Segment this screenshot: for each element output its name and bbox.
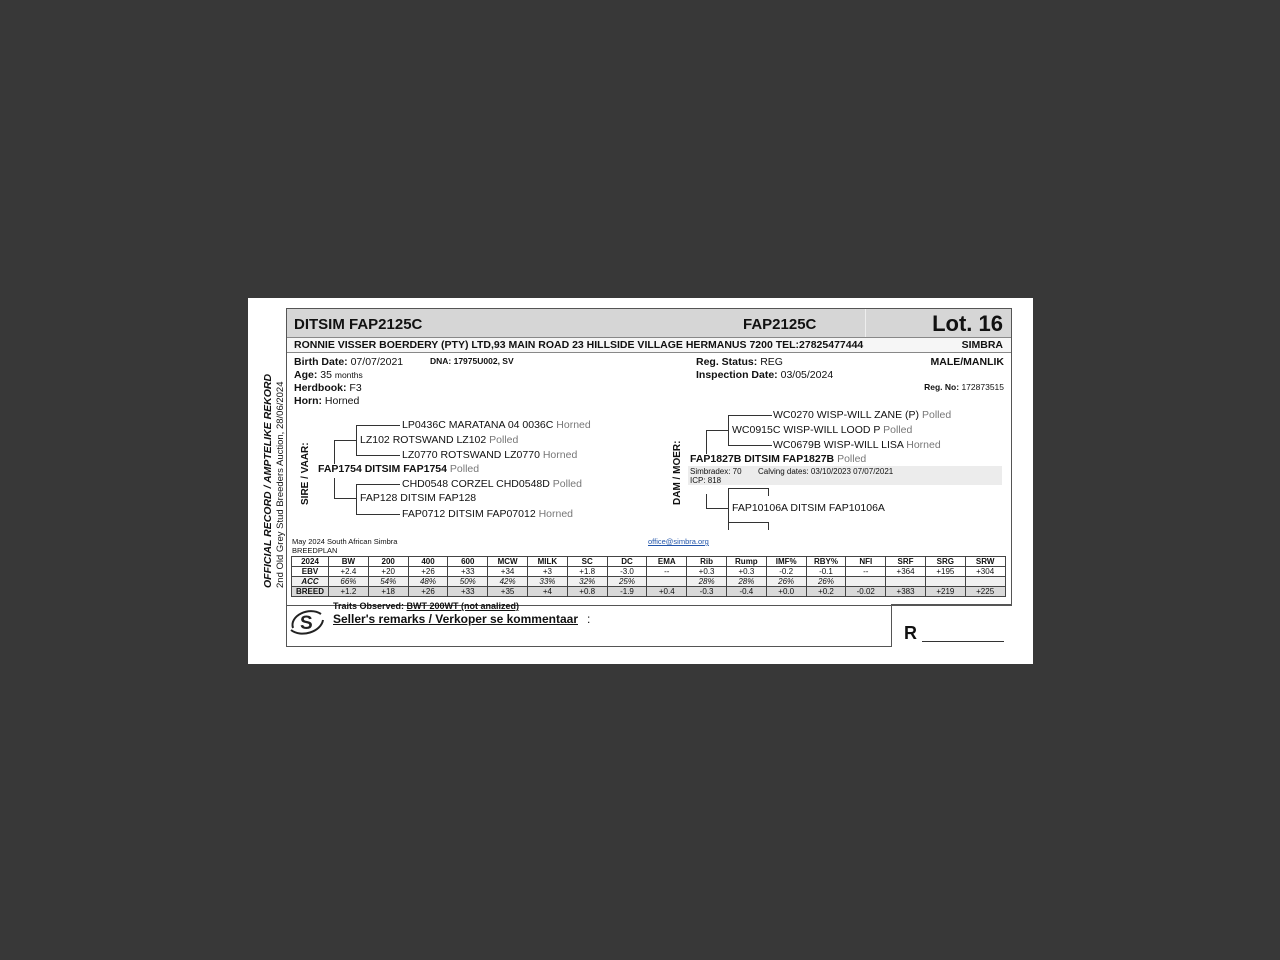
pedigree-line bbox=[356, 514, 400, 515]
pedigree-line bbox=[728, 445, 772, 446]
pedigree-line bbox=[356, 484, 400, 485]
herdbook bbox=[294, 382, 362, 394]
inspection-date bbox=[696, 369, 833, 381]
inspection-date-label: Inspection Date: bbox=[696, 369, 778, 381]
email-link[interactable]: office@simbra.org bbox=[648, 537, 709, 546]
birth-date bbox=[294, 356, 403, 368]
table-header-cell: MCW bbox=[488, 557, 528, 567]
svg-text:S: S bbox=[300, 613, 313, 634]
price-input-line[interactable] bbox=[922, 641, 1004, 642]
ancestor-status: Horned bbox=[556, 419, 591, 431]
traits-value: BWT 200WT (not analized) bbox=[406, 601, 520, 611]
pedigree-line bbox=[728, 522, 768, 523]
reg-number bbox=[924, 382, 1004, 392]
table-cell: ACC bbox=[292, 577, 329, 587]
ancestor-name: WC0915C WISP-WILL LOOD P bbox=[732, 424, 881, 436]
table-header-cell: DC bbox=[607, 557, 647, 567]
pedigree-line bbox=[728, 415, 772, 416]
ancestor-name: FAP128 DITSIM FAP128 bbox=[360, 492, 477, 504]
table-header-cell: SRW bbox=[965, 557, 1005, 567]
table-cell: -0.02 bbox=[846, 587, 886, 597]
dam-sire-dam bbox=[773, 439, 941, 451]
frame-bottom-edge bbox=[286, 646, 892, 647]
animal-name: DITSIM FAP2125C bbox=[294, 316, 423, 333]
dam-sire bbox=[732, 424, 912, 436]
table-cell: -0.2 bbox=[766, 567, 806, 577]
traits-label: Traits Observed: bbox=[333, 601, 405, 611]
table-header-cell: MILK bbox=[527, 557, 567, 567]
table-cell: +195 bbox=[925, 567, 965, 577]
sire-sire-dam bbox=[402, 449, 577, 461]
table-row-acc bbox=[292, 577, 1006, 587]
icp: ICP: 818 bbox=[690, 476, 722, 485]
pedigree-line bbox=[706, 494, 707, 508]
table-cell: 28% bbox=[687, 577, 727, 587]
table-cell: 28% bbox=[726, 577, 766, 587]
table-header-cell: SRF bbox=[886, 557, 926, 567]
table-cell: +35 bbox=[488, 587, 528, 597]
breedplan-label: BREEDPLAN bbox=[292, 546, 338, 555]
table-cell: +364 bbox=[886, 567, 926, 577]
pedigree-line bbox=[334, 440, 335, 464]
ancestor-status: Horned bbox=[538, 508, 574, 520]
table-cell: +1.8 bbox=[567, 567, 607, 577]
table-header-cell: 2024 bbox=[292, 557, 329, 567]
age bbox=[294, 369, 363, 381]
pedigree-line bbox=[356, 484, 357, 514]
table-cell: EBV bbox=[292, 567, 329, 577]
ancestor-status: Polled bbox=[921, 409, 952, 421]
dam-name bbox=[690, 453, 866, 465]
table-cell: 48% bbox=[408, 577, 448, 587]
ancestor-status: Horned bbox=[542, 449, 578, 461]
table-cell: +304 bbox=[965, 567, 1005, 577]
ancestor-name: LP0436C MARATANA 04 0036C bbox=[402, 419, 554, 431]
pedigree-line bbox=[356, 425, 400, 426]
pedigree-line bbox=[334, 440, 356, 441]
table-cell: 26% bbox=[766, 577, 806, 587]
table-cell: 26% bbox=[806, 577, 846, 587]
reg-number-value: 172873515 bbox=[961, 382, 1004, 392]
pedigree-line bbox=[356, 425, 357, 455]
table-cell: 32% bbox=[567, 577, 607, 587]
table-header-cell: RBY% bbox=[806, 557, 846, 567]
table-header-cell: SRG bbox=[925, 557, 965, 567]
official-record-label: OFFICIAL RECORD / AMPTELIKE REKORD bbox=[262, 373, 274, 588]
dam-label: DAM / MOER: bbox=[672, 440, 683, 505]
pedigree-line bbox=[728, 488, 768, 489]
table-cell bbox=[886, 577, 926, 587]
table-cell: -0.3 bbox=[687, 587, 727, 597]
table-header-cell: 400 bbox=[408, 557, 448, 567]
sire-dam bbox=[360, 492, 476, 504]
ancestor-name: LZ0770 ROTSWAND LZ0770 bbox=[402, 449, 540, 461]
age-value: 35 bbox=[320, 369, 332, 381]
traits-observed bbox=[333, 601, 519, 611]
pedigree-line bbox=[706, 430, 728, 431]
dam-name-value: FAP1827B DITSIM FAP1827B bbox=[690, 453, 835, 465]
table-cell: 42% bbox=[488, 577, 528, 587]
ancestor-status: Polled bbox=[883, 424, 913, 436]
pedigree-line bbox=[728, 488, 729, 530]
simbra-logo-icon bbox=[287, 604, 325, 638]
dam-performance-band bbox=[688, 466, 1002, 485]
table-cell: +1.2 bbox=[329, 587, 369, 597]
herdbook-value: F3 bbox=[349, 382, 362, 394]
table-cell: -3.0 bbox=[607, 567, 647, 577]
pedigree-line bbox=[356, 455, 400, 456]
table-header-cell: 200 bbox=[368, 557, 408, 567]
ancestor-name: FAP10106A DITSIM FAP10106A bbox=[732, 502, 885, 514]
table-cell: -- bbox=[647, 567, 687, 577]
table-header-cell: 600 bbox=[448, 557, 488, 567]
auction-name: 2nd Old Grey Stud Breeders Auction, 28/06/2024 bbox=[275, 381, 286, 588]
age-label: Age: bbox=[294, 369, 318, 381]
table-cell: 66% bbox=[329, 577, 369, 587]
owner-details: RONNIE VISSER BOERDERY (PTY) LTD,93 MAIN ROAD 23 HILLSIDE VILLAGE HERMANUS 7200 TEL:27825477444 bbox=[294, 339, 864, 351]
ancestor-name: WC0270 WISP-WILL ZANE (P) bbox=[773, 409, 920, 421]
reg-number-label: Reg. No: bbox=[924, 382, 960, 392]
table-cell: +2.4 bbox=[329, 567, 369, 577]
calving-dates: Calving dates: 03/10/2023 07/07/2021 bbox=[758, 467, 894, 476]
table-cell: +33 bbox=[448, 567, 488, 577]
sire-dam-sire bbox=[402, 478, 582, 490]
table-cell: +34 bbox=[488, 567, 528, 577]
simbradex: Simbradex: 70 bbox=[690, 467, 742, 476]
sire-name-value: FAP1754 DITSIM FAP1754 bbox=[318, 463, 447, 475]
inspection-date-value: 03/05/2024 bbox=[780, 369, 834, 381]
birth-date-label: Birth Date: bbox=[294, 356, 348, 368]
pedigree-line bbox=[768, 522, 769, 530]
dam-status: Polled bbox=[837, 453, 867, 465]
table-cell: 33% bbox=[527, 577, 567, 587]
reg-status-value: REG bbox=[760, 356, 783, 368]
table-cell: 50% bbox=[448, 577, 488, 587]
birth-date-value: 07/07/2021 bbox=[350, 356, 404, 368]
breed-name: SIMBRA bbox=[961, 339, 1003, 351]
pedigree-line bbox=[706, 430, 707, 454]
ancestor-status: Polled bbox=[489, 434, 519, 446]
reg-status bbox=[696, 356, 783, 368]
pedigree-line bbox=[768, 488, 769, 496]
table-cell: 54% bbox=[368, 577, 408, 587]
table-cell: +33 bbox=[448, 587, 488, 597]
table-header-row bbox=[292, 557, 1006, 567]
dam-sire-sire bbox=[773, 409, 951, 421]
table-cell: +0.0 bbox=[766, 587, 806, 597]
table-cell: +4 bbox=[527, 587, 567, 597]
animal-code: FAP2125C bbox=[743, 316, 817, 333]
ancestor-status: Polled bbox=[552, 478, 582, 490]
record-frame bbox=[286, 308, 1012, 646]
table-cell bbox=[965, 577, 1005, 587]
sire-label: SIRE / VAAR: bbox=[300, 442, 311, 505]
pedigree-line bbox=[728, 415, 729, 445]
ancestor-name: CHD0548 CORZEL CHD0548D bbox=[402, 478, 550, 490]
reg-status-label: Reg. Status: bbox=[696, 356, 758, 368]
table-cell: -- bbox=[846, 567, 886, 577]
side-caption bbox=[262, 374, 286, 588]
table-cell: +225 bbox=[965, 587, 1005, 597]
table-cell: +20 bbox=[368, 567, 408, 577]
pedigree-line bbox=[334, 478, 335, 498]
table-header-cell: NFI bbox=[846, 557, 886, 567]
table-cell: +26 bbox=[408, 587, 448, 597]
table-header-cell: BW bbox=[329, 557, 369, 567]
ancestor-name: LZ102 ROTSWAND LZ102 bbox=[360, 434, 487, 446]
owner-row bbox=[287, 338, 1011, 353]
table-row-breed bbox=[292, 587, 1006, 597]
table-cell: +0.2 bbox=[806, 587, 846, 597]
table-cell: +0.3 bbox=[687, 567, 727, 577]
table-header-cell: Rib bbox=[687, 557, 727, 567]
horn bbox=[294, 395, 359, 407]
table-cell: +0.8 bbox=[567, 587, 607, 597]
table-cell bbox=[647, 577, 687, 587]
age-unit: months bbox=[334, 370, 363, 380]
herdbook-label: Herdbook: bbox=[294, 382, 347, 394]
sex: MALE/MANLIK bbox=[930, 356, 1004, 368]
dam-dam bbox=[732, 502, 885, 514]
table-row-ebv bbox=[292, 567, 1006, 577]
seller-remarks-colon: : bbox=[587, 612, 591, 626]
dna-info: DNA: 17975U002, SV bbox=[430, 356, 514, 366]
sire-sire bbox=[360, 434, 518, 446]
table-cell: -0.1 bbox=[806, 567, 846, 577]
table-cell: +0.4 bbox=[647, 587, 687, 597]
ancestor-name: WC0679B WISP-WILL LISA bbox=[773, 439, 904, 451]
table-cell bbox=[846, 577, 886, 587]
horn-label: Horn: bbox=[294, 395, 322, 407]
seller-remarks-label: Seller's remarks / Verkoper se kommentaar bbox=[333, 612, 578, 626]
table-cell: +219 bbox=[925, 587, 965, 597]
table-header-cell: SC bbox=[567, 557, 607, 567]
table-header-cell: EMA bbox=[647, 557, 687, 567]
table-cell: BREED bbox=[292, 587, 329, 597]
table-cell: -0.4 bbox=[726, 587, 766, 597]
ancestor-status: Horned bbox=[906, 439, 941, 451]
table-cell: +0.3 bbox=[726, 567, 766, 577]
price-box bbox=[891, 604, 1012, 647]
sire-name bbox=[318, 463, 479, 475]
header-divider bbox=[865, 309, 866, 337]
pedigree-line bbox=[334, 498, 356, 499]
table-cell: +18 bbox=[368, 587, 408, 597]
table-header-cell: IMF% bbox=[766, 557, 806, 567]
pedigree-line bbox=[706, 508, 728, 509]
sire-status: Polled bbox=[449, 463, 480, 475]
sire-dam-dam bbox=[402, 508, 573, 520]
price-currency: R bbox=[904, 623, 917, 643]
ancestor-name: FAP0712 DITSIM FAP07012 bbox=[402, 508, 536, 520]
table-cell: +3 bbox=[527, 567, 567, 577]
table-cell: +383 bbox=[886, 587, 926, 597]
record-header bbox=[287, 309, 1011, 338]
ebv-table bbox=[291, 556, 1006, 597]
horn-value: Horned bbox=[324, 395, 360, 407]
sire-sire-sire bbox=[402, 419, 591, 431]
breedplan-source: May 2024 South African Simbra bbox=[292, 537, 398, 546]
table-header-cell: Rump bbox=[726, 557, 766, 567]
table-cell: +26 bbox=[408, 567, 448, 577]
table-cell: 25% bbox=[607, 577, 647, 587]
table-cell bbox=[925, 577, 965, 587]
lot-number: Lot. 16 bbox=[932, 311, 1003, 336]
table-cell: -1.9 bbox=[607, 587, 647, 597]
